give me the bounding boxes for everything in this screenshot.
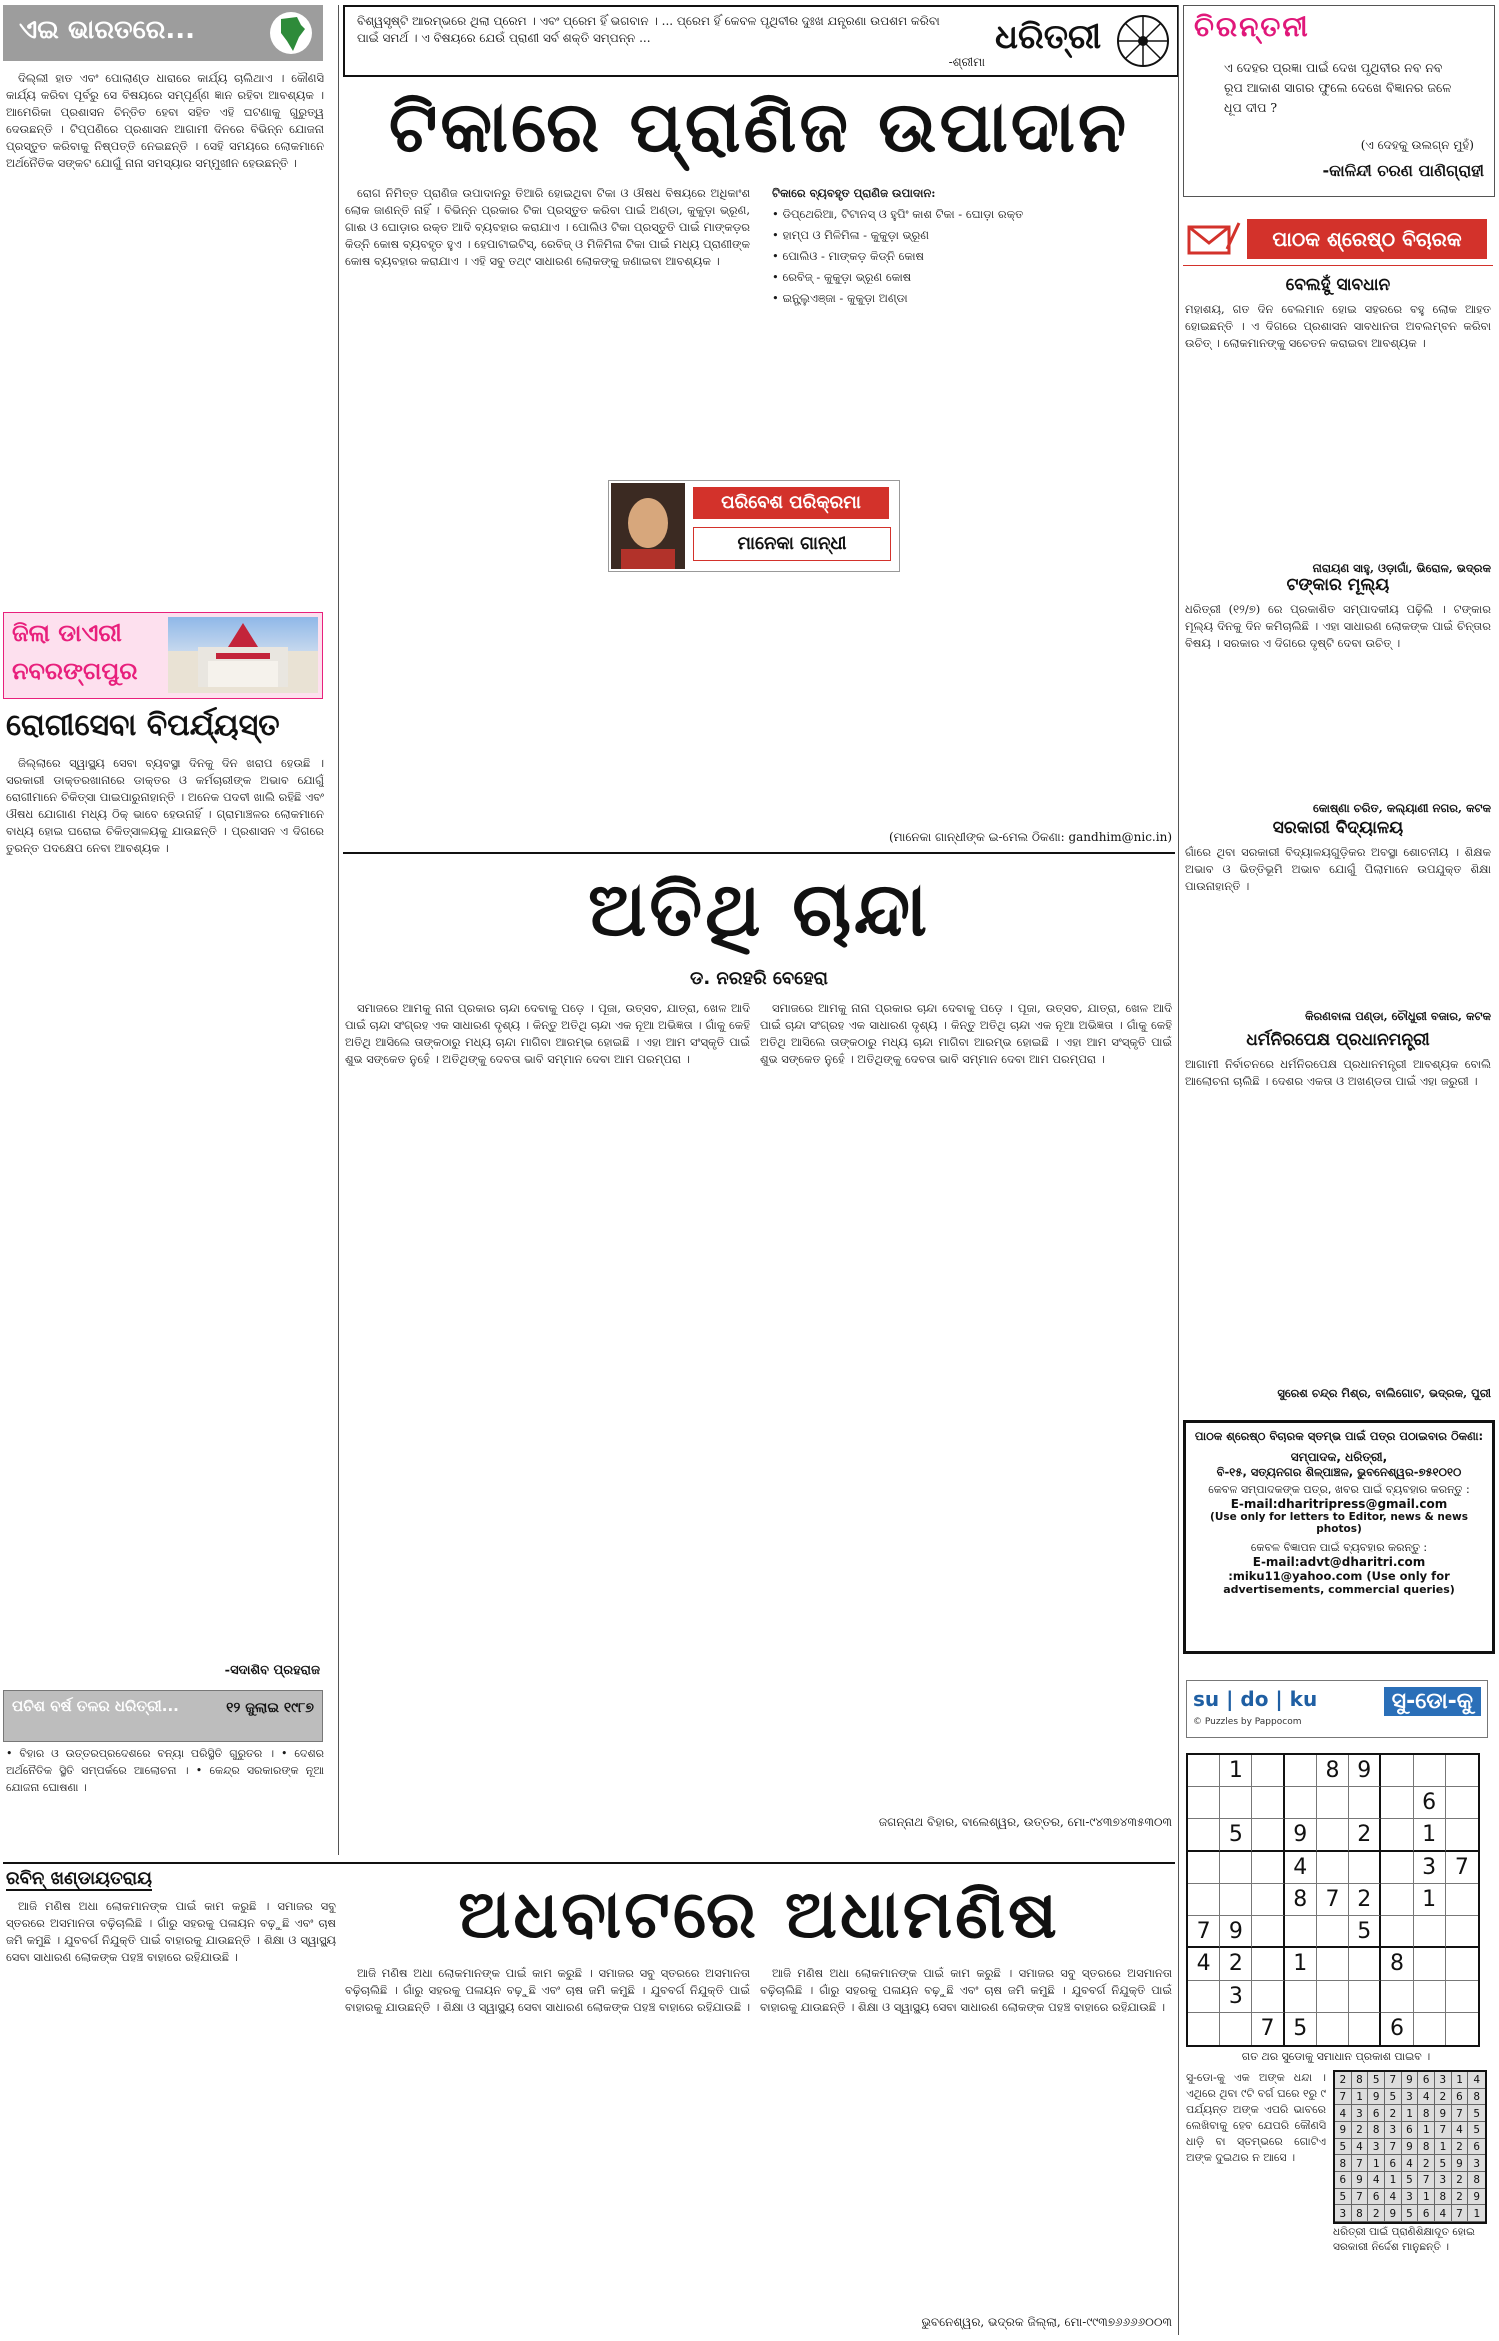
sudoku-solution-cell: 3	[1468, 2155, 1485, 2172]
sudoku-solution-cell: 3	[1335, 2205, 1352, 2222]
sudoku-solution-cell: 6	[1452, 2089, 1469, 2106]
sudoku-cell[interactable]	[1446, 1981, 1478, 2013]
sudoku-cell[interactable]: 7	[1252, 2013, 1284, 2045]
sudoku-solution-cell: 5	[1468, 2105, 1485, 2122]
columnist-photo	[611, 483, 685, 569]
sudoku-cell[interactable]	[1188, 1852, 1220, 1884]
sudoku-cell[interactable]: 7	[1188, 1916, 1220, 1948]
sudoku-cell[interactable]: 6	[1381, 2013, 1413, 2045]
sudoku-cell[interactable]	[1446, 1755, 1478, 1787]
sudoku-cell[interactable]: 8	[1285, 1884, 1317, 1916]
sudoku-cell[interactable]	[1414, 1755, 1446, 1787]
sudoku-solution-cell: 1	[1468, 2205, 1485, 2222]
contact-note-2: କେବଳ ବିଜ୍ଞାପନ ପାଇଁ ବ୍ୟବହାର କରନ୍ତୁ :	[1250, 1541, 1428, 1554]
sudoku-solution-cell: 3	[1368, 2139, 1385, 2156]
sudoku-answer-label: ଗତ ଥର ସୁଡୋକୁ ସମାଧାନ ପ୍ରକାଶ ପାଇବ ।	[1241, 2050, 1431, 2063]
sudoku-solution-cell: 8	[1418, 2105, 1435, 2122]
health-article-title: ରୋଗୀସେବା ବିପର୍ଯ୍ୟସ୍ତ	[6, 708, 280, 743]
sudoku-rules: ସୁ-ଡୋ-କୁ ଏକ ଅଙ୍କ ଧନ୍ଦା । ଏଥିରେ ଥିବା ୯ଟି ବର୍ଗ ଘରେ ୧ରୁ ୯ ପର୍ଯ୍ୟନ୍ତ ଅଙ୍କ ଏପରି ଭାବରେ ଲେଖିବାକୁ ହେବ ଯେପରି କୌଣସି ଧାଡ଼ି ବା ସ୍ତମ୍ଭରେ ଗୋଟିଏ ଅଙ୍କ ଦୁଇଥର ନ ଆସେ ।	[1186, 2071, 1326, 2164]
sudoku-cell[interactable]	[1446, 2013, 1478, 2045]
sudoku-cell[interactable]	[1220, 2013, 1252, 2045]
letter-2-body: ଧରିତ୍ରୀ (୧୨/୭) ରେ ପ୍ରକାଶିତ ସମ୍ପାଦକୀୟ ପଢ଼ିଲି । ଟଙ୍କାର ମୂଲ୍ୟ ଦିନକୁ ଦିନ କମିଚାଲିଛି । ଏହା ସାଧାରଣ ଲୋକଙ୍କ ପାଇଁ ଚିନ୍ତାର ବିଷୟ । ସରକାର ଏ ଦିଗରେ ଦୃଷ୍ଟି ଦେବା ଉଚିତ୍ ।	[1185, 602, 1491, 650]
sudoku-cell[interactable]: 7	[1317, 1884, 1349, 1916]
sudoku-cell[interactable]	[1446, 1884, 1478, 1916]
sudoku-cell[interactable]: 9	[1220, 1916, 1252, 1948]
sudoku-solution-cell: 5	[1468, 2122, 1485, 2139]
sudoku-solution-cell: 2	[1368, 2205, 1385, 2222]
contact-email-3[interactable]: :miku11@yahoo.com (Use only for	[1228, 1569, 1450, 1583]
sudoku-cell[interactable]: 9	[1349, 1755, 1381, 1787]
sudoku-solution-cell: 2	[1452, 2189, 1469, 2206]
sudoku-solution-cell: 9	[1435, 2105, 1452, 2122]
letter-1-author: ନାରାୟଣ ସାହୁ, ଓଡ଼ାଗାଁ, ଭିରୋଳ, ଭଦ୍ରକ	[1312, 561, 1491, 575]
sudoku-cell[interactable]: 6	[1414, 1787, 1446, 1819]
sudoku-solution-cell: 5	[1402, 2205, 1419, 2222]
sudoku-solution-cell: 2	[1352, 2122, 1369, 2139]
sudoku-cell[interactable]	[1252, 1981, 1284, 2013]
sudoku-cell[interactable]	[1252, 1852, 1284, 1884]
sudoku-cell[interactable]	[1317, 1981, 1349, 2013]
sudoku-cell[interactable]	[1414, 1948, 1446, 1980]
letter-4-author: ସୁରେଶ ଚନ୍ଦ୍ର ମିଶ୍ର, ବାଲିଗୋଟ, ଭଦ୍ରକ, ପୁରୀ	[1277, 1386, 1491, 1400]
sudoku-solution-cell: 2	[1452, 2172, 1469, 2189]
sudoku-cell[interactable]	[1188, 2013, 1220, 2045]
sudoku-cell[interactable]	[1381, 1981, 1413, 2013]
sudoku-cell[interactable]	[1220, 1852, 1252, 1884]
sudoku-cell[interactable]	[1188, 1981, 1220, 2013]
sudoku-solution-cell: 5	[1435, 2155, 1452, 2172]
sudoku-solution-cell: 3	[1435, 2172, 1452, 2189]
sudoku-solution-cell: 5	[1402, 2172, 1419, 2189]
health-article-text: ଜିଲ୍ଲାରେ ସ୍ୱାସ୍ଥ୍ୟ ସେବା ବ୍ୟବସ୍ଥା ଦିନକୁ ଦିନ ଖରାପ ହେଉଛି । ସରକାରୀ ଡାକ୍ତରଖାନାରେ ଡାକ୍ତର ଓ କର୍ମଚାରୀଙ୍କ ଅଭାବ ଯୋଗୁଁ ରୋଗୀମାନେ ଚିକିତ୍ସା ପାଇପାରୁନାହାନ୍ତି । ଅନେକ ପଦବୀ ଖାଲି ରହିଛି ଏବଂ ଔଷଧ ଯୋଗାଣ ମଧ୍ୟ ଠିକ୍ ଭାବେ ହେଉନାହିଁ । ଗ୍ରାମାଞ୍ଚଳର ଲୋକମାନେ ବାଧ୍ୟ ହୋଇ ଘରୋଇ ଚିକିତ୍ସାଳୟକୁ ଯାଉଛନ୍ତି । ପ୍ରଶାସନ ଏ ଦିଗରେ ତୁରନ୍ତ ପଦକ୍ଷେପ ନେବା ଆବଶ୍ୟକ ।	[6, 756, 324, 855]
sudoku-cell[interactable]	[1317, 1787, 1349, 1819]
chirantani-poem: ଏ ଦେହର ପ୍ରଜ୍ଞା ପାଇଁ ଦେଖ ପୃଥିବୀର ନବ ନବ ରୂପ ଆକାଶ ସାଗର ଫୁଲେ ଦେଖେ ବିଜ୍ଞାନର ଜଳେ ଧୂପ ଦୀପ ?	[1224, 60, 1452, 115]
sudoku-solution-cell: 1	[1418, 2122, 1435, 2139]
letter-2-author: କୋଷ୍ଣା ଚରିତ, କଲ୍ୟାଣୀ ନଗର, କଟକ	[1312, 801, 1491, 815]
contact-editor: ସମ୍ପାଦକ, ଧରିତ୍ରୀ,	[1290, 1450, 1388, 1464]
sudoku-solution-cell: 5	[1335, 2189, 1352, 2206]
sudoku-cell[interactable]: 4	[1285, 1852, 1317, 1884]
sudoku-solution-cell: 2	[1335, 2072, 1352, 2089]
bottom-article-col-2	[345, 1965, 750, 2330]
quote-box	[343, 5, 1179, 77]
sudoku-solution-cell: 6	[1468, 2139, 1485, 2156]
sudoku-solution-cell: 4	[1418, 2089, 1435, 2106]
sudoku-solution-cell: 2	[1452, 2139, 1469, 2156]
sudoku-cell[interactable]	[1414, 1981, 1446, 2013]
guest-article-left-col	[345, 1000, 750, 1830]
sudoku-solution-cell: 9	[1335, 2122, 1352, 2139]
sudoku-solution-cell: 1	[1352, 2089, 1369, 2106]
sudoku-cell[interactable]: 1	[1220, 1755, 1252, 1787]
sudoku-solution-cell: 4	[1335, 2105, 1352, 2122]
sudoku-cell[interactable]	[1188, 1755, 1220, 1787]
sudoku-cell[interactable]: 2	[1349, 1819, 1381, 1851]
sudoku-solution-cell: 7	[1352, 2189, 1369, 2206]
contact-note-1-en: (Use only for letters to Editor, news & news photos)	[1210, 1511, 1468, 1535]
sudoku-solution-cell: 3	[1435, 2072, 1452, 2089]
sudoku-solution-cell: 7	[1385, 2072, 1402, 2089]
letter-2	[1185, 575, 1491, 816]
sudoku-cell[interactable]	[1188, 1819, 1220, 1851]
sudoku-solution-cell: 8	[1418, 2139, 1435, 2156]
sudoku-cell[interactable]: 3	[1414, 1852, 1446, 1884]
sudoku-cell[interactable]	[1285, 1787, 1317, 1819]
envelope-icon	[1187, 221, 1241, 257]
sudoku-solution-cell: 1	[1452, 2072, 1469, 2089]
sudoku-solution-cell: 6	[1418, 2072, 1435, 2089]
contact-note-2-en: advertisements, commercial queries)	[1223, 1583, 1455, 1596]
letter-1-title: ବେଲହୁଁ ସାବଧାନ	[1285, 275, 1391, 295]
letter-4	[1185, 1030, 1491, 1401]
health-article-body	[6, 755, 324, 1660]
sudoku-cell[interactable]: 3	[1220, 1981, 1252, 2013]
sudoku-cell[interactable]: 5	[1285, 2013, 1317, 2045]
sudoku-solution-cell: 2	[1418, 2155, 1435, 2172]
guest-article-right-col	[760, 1000, 1172, 1810]
sudoku-solution-grid	[1333, 2070, 1487, 2224]
sudoku-cell[interactable]	[1252, 1916, 1284, 1948]
sudoku-title-or: ସୁ-ଡୋ-କୁ	[1384, 1687, 1481, 1716]
sudoku-cell[interactable]	[1381, 1787, 1413, 1819]
sudoku-solution-cell: 4	[1435, 2205, 1452, 2222]
bottom-article-text-3: ଆଜି ମଣିଷ ଅଧା ଲୋକମାନଙ୍କ ପାଇଁ କାମ କରୁଛି । ସମାଜର ସବୁ ସ୍ତରରେ ଅସମାନତା ବଢ଼ିଚାଲିଛି । ଗାଁରୁ ସହରକୁ ପଳାୟନ ବଢ଼ୁଛି ଏବଂ ଚାଷ ଜମି କମୁଛି । ଯୁବବର୍ଗ ନିଯୁକ୍ତି ପାଇଁ ବାହାରକୁ ଯାଉଛନ୍ତି । ଶିକ୍ଷା ଓ ସ୍ୱାସ୍ଥ୍ୟ ସେବା ସାଧାରଣ ଲୋକଙ୍କ ପହଞ୍ଚ ବାହାରେ ରହିଯାଉଛି ।	[760, 1966, 1172, 2014]
sudoku-solution-cell: 3	[1385, 2122, 1402, 2139]
sudoku-cell[interactable]: 5	[1220, 1819, 1252, 1851]
main-article-list-item: • ରେବିଜ୍ - କୁକୁଡ଼ା ଭ୍ରୂଣ କୋଷ	[772, 270, 912, 284]
sudoku-title-en: su | do | ku	[1193, 1687, 1318, 1711]
sudoku-solution-cell: 8	[1352, 2205, 1369, 2222]
main-article-list-item: • ଇନ୍ଫ୍ଲୁଏଞ୍ଜା - କୁକୁଡ଼ା ଅଣ୍ଡା	[772, 291, 908, 305]
sudoku-solution-cell: 5	[1385, 2089, 1402, 2106]
sudoku-solution-cell: 2	[1385, 2105, 1402, 2122]
sudoku-cell[interactable]	[1446, 1948, 1478, 1980]
main-article-list-item: • ଡିପ୍ଥେରିଆ, ଟିଟାନସ୍ ଓ ହୁପିଂ କାଶ ଟିକା - ଘୋଡ଼ା ରକ୍ତ	[772, 207, 1024, 221]
sudoku-solution-cell: 8	[1352, 2072, 1369, 2089]
sudoku-solution-cell: 4	[1402, 2155, 1419, 2172]
bottom-article-col-1	[6, 1898, 336, 2328]
sudoku-cell[interactable]: 1	[1414, 1884, 1446, 1916]
main-article-right-col	[760, 185, 1172, 825]
main-headline: ଟିକାରେ ପ୍ରାଣିଜ ଉପାଦାନ	[388, 86, 1130, 168]
sudoku-cell[interactable]	[1446, 1916, 1478, 1948]
main-article-list-item: • ହାମ୍ପ ଓ ମିଳିମିଳା - କୁକୁଡ଼ା ଭ୍ରୂଣ	[772, 228, 929, 242]
sudoku-solution-cell: 9	[1385, 2205, 1402, 2222]
sudoku-solution-cell: 9	[1368, 2089, 1385, 2106]
district-diary-label: ଜିଲା ଡାଏରୀ	[12, 619, 122, 647]
bottom-article-section: ରବିନ୍ ଖଣ୍ଡାୟତରାୟ	[6, 1868, 152, 1889]
sudoku-solution-cell: 4	[1352, 2139, 1369, 2156]
column-author-name: ମାନେକା ଗାନ୍ଧୀ	[693, 527, 891, 561]
sudoku-cell[interactable]	[1285, 1755, 1317, 1787]
left-article-text: ଦିଲ୍ଲୀ ହାତ ଏବଂ ପୋଲାଣ୍ଡ ଧାରାରେ କାର୍ଯ୍ୟ ଚାଲିଥାଏ । କୌଣସି କାର୍ଯ୍ୟ କରିବା ପୂର୍ବରୁ ସେ ବିଷୟରେ ସମ୍ପୂର୍ଣ୍ଣ ଜ୍ଞାନ ରହିବା ଆବଶ୍ୟକ । ଆମେରିକା ପ୍ରଶାସନ ଚିନ୍ତିତ ହେବା ସହିତ ଏହି ଘଟଣାକୁ ଗୁରୁତ୍ୱ ଦେଉଛନ୍ତି । ଟିପ୍ପଣିରେ ପ୍ରଶାସନ ଆଗାମୀ ଦିନରେ ବିଭିନ୍ନ ଯୋଜନା ପ୍ରସ୍ତୁତ କରିବାକୁ ନିଷ୍ପତ୍ତି ନେଇଛନ୍ତି । ସେହି ସମୟରେ ଲୋକମାନେ ଅର୍ଥନୈତିକ ସଙ୍କଟ ଯୋଗୁଁ ନାନା ସମସ୍ୟାର ସମ୍ମୁଖୀନ ହେଉଛନ୍ତି ।	[6, 71, 324, 170]
health-article-author: -ସଦାଶିବ ପ୍ରହରାଜ	[224, 1663, 320, 1678]
chirantani-source: (ଏ ଦେହକୁ ଉଲଗ୍ନ ମୁହଁ)	[1360, 138, 1474, 152]
sudoku-cell[interactable]	[1349, 1787, 1381, 1819]
sudoku-cell[interactable]	[1414, 1916, 1446, 1948]
sudoku-solution-cell: 6	[1368, 2105, 1385, 2122]
sudoku-solution-cell: 1	[1368, 2155, 1385, 2172]
sudoku-solution-cell: 7	[1452, 2205, 1469, 2222]
main-article-list-intro: ଟିକାରେ ବ୍ୟବହୃତ ପ୍ରାଣିଜ ଉପାଦାନ:	[772, 186, 936, 200]
sudoku-solution-cell: 6	[1368, 2189, 1385, 2206]
letter-4-title: ଧର୍ମନିରପେକ୍ଷ ପ୍ରଧାନମନ୍ତ୍ରୀ	[1246, 1030, 1430, 1050]
letter-1	[1185, 275, 1491, 576]
sudoku-cell[interactable]	[1252, 1948, 1284, 1980]
district-diary-box	[3, 612, 323, 699]
sudoku-solution-cell: 1	[1402, 2105, 1419, 2122]
bottom-article-address: ଭୁବନେଶ୍ୱର, ଭଦ୍ରକ ଜିଲ୍ଲା, ମୋ-୯୯୩୭୬୬୬୬୦୦୩	[921, 2315, 1172, 2329]
letter-1-body: ମହାଶୟ, ଗତ ଦିନ ବେଲମାନ ହୋଇ ସହରରେ ବହୁ ଲୋକ ଆହତ ହୋଇଛନ୍ତି । ଏ ଦିଗରେ ପ୍ରଶାସନ ସାବଧାନତା ଅବଲମ୍ବନ କରିବା ଉଚିତ୍ । ଲୋକମାନଙ୍କୁ ସଚେତନ କରାଇବା ଆବଶ୍ୟକ ।	[1185, 302, 1491, 350]
sudoku-cell[interactable]	[1252, 1884, 1284, 1916]
sudoku-solution-cell: 5	[1335, 2139, 1352, 2156]
sudoku-solution-cell: 9	[1452, 2155, 1469, 2172]
sudoku-grid[interactable]	[1186, 1753, 1480, 2047]
sudoku-credit: © Puzzles by Pappocom	[1193, 1717, 1302, 1727]
sudoku-cell[interactable]	[1220, 1787, 1252, 1819]
masthead-logo: ଧରିତ୍ରୀ	[995, 17, 1102, 57]
guest-author: ଡ. ନରହରି ବେହେରା	[689, 968, 828, 989]
temple-photo	[168, 617, 318, 693]
letter-4-body: ଆଗାମୀ ନିର୍ବାଚନରେ ଧର୍ମନିରପେକ୍ଷ ପ୍ରଧାନମନ୍ତ୍ରୀ ଆବଶ୍ୟକ ବୋଲି ଆଲୋଚନା ଚାଲିଛି । ଦେଶର ଏକତା ଓ ଅଖଣ୍ଡତା ପାଇଁ ଏହା ଜରୁରୀ ।	[1185, 1057, 1491, 1088]
sudoku-solution-cell: 7	[1435, 2122, 1452, 2139]
sudoku-solution-cell: 1	[1435, 2139, 1452, 2156]
sudoku-solution-cell: 8	[1368, 2122, 1385, 2139]
contact-box	[1183, 1420, 1495, 1654]
sudoku-solution-cell: 6	[1402, 2122, 1419, 2139]
sudoku-cell[interactable]	[1381, 1884, 1413, 1916]
left-header-title: ଏଇ ଭାରତରେ...	[19, 15, 195, 45]
anniversary-items	[6, 1745, 324, 1835]
letter-3-author: କିରଣବାଳା ପଣ୍ଡା, ଚୌଧୁରୀ ବଜାର, କଟକ	[1305, 1009, 1491, 1023]
sudoku-cell[interactable]	[1188, 1884, 1220, 1916]
sudoku-cell[interactable]	[1446, 1819, 1478, 1851]
quote-author: -ଶ୍ରୀମା	[948, 55, 985, 69]
left-header-banner	[3, 5, 323, 61]
sudoku-solution-cell: 7	[1452, 2105, 1469, 2122]
sudoku-cell[interactable]	[1381, 1819, 1413, 1851]
bottom-article-text: ଆଜି ମଣିଷ ଅଧା ଲୋକମାନଙ୍କ ପାଇଁ କାମ କରୁଛି । ସମାଜର ସବୁ ସ୍ତରରେ ଅସମାନତା ବଢ଼ିଚାଲିଛି । ଗାଁରୁ ସହରକୁ ପଳାୟନ ବଢ଼ୁଛି ଏବଂ ଚାଷ ଜମି କମୁଛି । ଯୁବବର୍ଗ ନିଯୁକ୍ତି ପାଇଁ ବାହାରକୁ ଯାଉଛନ୍ତି । ଶିକ୍ଷା ଓ ସ୍ୱାସ୍ଥ୍ୟ ସେବା ସାଧାରଣ ଲୋକଙ୍କ ପହଞ୍ଚ ବାହାରେ ରହିଯାଉଛି ।	[6, 1899, 336, 1964]
guest-headline: ଅତିଥି ଚାନ୍ଦା	[588, 867, 930, 953]
sudoku-solution-cell: 8	[1468, 2089, 1485, 2106]
sudoku-cell[interactable]: 8	[1317, 1755, 1349, 1787]
sudoku-cell[interactable]	[1252, 1819, 1284, 1851]
main-article-list-item: • ପୋଲିଓ - ମାଙ୍କଡ଼ କିଡ୍ନି କୋଷ	[772, 249, 924, 263]
contact-title: ପାଠକ ଶ୍ରେଷ୍ଠ ବିଚାରକ ସ୍ତମ୍ଭ ପାଇଁ ପତ୍ର ପଠାଇବାର ଠିକଣା:	[1194, 1429, 1484, 1443]
sudoku-cell[interactable]	[1446, 1787, 1478, 1819]
sudoku-cell[interactable]	[1285, 1981, 1317, 2013]
sudoku-cell[interactable]	[1317, 2013, 1349, 2045]
bottom-article-text-2: ଆଜି ମଣିଷ ଅଧା ଲୋକମାନଙ୍କ ପାଇଁ କାମ କରୁଛି । ସମାଜର ସବୁ ସ୍ତରରେ ଅସମାନତା ବଢ଼ିଚାଲିଛି । ଗାଁରୁ ସହରକୁ ପଳାୟନ ବଢ଼ୁଛି ଏବଂ ଚାଷ ଜମି କମୁଛି । ଯୁବବର୍ଗ ନିଯୁକ୍ତି ପାଇଁ ବାହାରକୁ ଯାଉଛନ୍ତି । ଶିକ୍ଷା ଓ ସ୍ୱାସ୍ଥ୍ୟ ସେବା ସାଧାରଣ ଲୋକଙ୍କ ପହଞ୍ଚ ବାହାରେ ରହିଯାଉଛି ।	[345, 1966, 750, 2014]
sudoku-cell[interactable]	[1252, 1755, 1284, 1787]
sudoku-cell[interactable]	[1285, 1916, 1317, 1948]
bottom-article-col-3	[760, 1965, 1172, 2310]
sudoku-cell[interactable]	[1349, 1948, 1381, 1980]
guest-article-text: ସମାଜରେ ଆମକୁ ନାନା ପ୍ରକାର ଚାନ୍ଦା ଦେବାକୁ ପଡ଼େ । ପୂଜା, ଉତ୍ସବ, ଯାତ୍ରା, ଖେଳ ଆଦି ପାଇଁ ଚାନ୍ଦା ସଂଗ୍ରହ ଏକ ସାଧାରଣ ଦୃଶ୍ୟ । କିନ୍ତୁ ଅତିଥି ଚାନ୍ଦା ଏକ ନୂଆ ଅଭିଜ୍ଞତା । ଗାଁକୁ କେହି ଅତିଥି ଆସିଲେ ତାଙ୍କଠାରୁ ମଧ୍ୟ ଚାନ୍ଦା ମାଗିବା ଆରମ୍ଭ ହୋଇଛି । ଏହା ଆମ ସଂସ୍କୃତି ପାଇଁ ଶୁଭ ସଙ୍କେତ ନୁହେଁ । ଅତିଥିଙ୍କୁ ଦେବତା ଭାବି ସମ୍ମାନ ଦେବା ଆମ ପରମ୍ପରା ।	[345, 1001, 750, 1066]
sudoku-solution-cell: 9	[1352, 2172, 1369, 2189]
sudoku-solution-cell: 7	[1385, 2139, 1402, 2156]
main-article-text: ରୋଗ ନିମିତ୍ତ ପ୍ରାଣିଜ ଉପାଦାନରୁ ତିଆରି ହୋଇଥିବା ଟିକା ଓ ଔଷଧ ବିଷୟରେ ଅଧିକାଂଶ ଲୋକ ଜାଣନ୍ତି ନାହିଁ । ବିଭିନ୍ନ ପ୍ରକାର ଟିକା ପ୍ରସ୍ତୁତ କରିବା ପାଇଁ ଅଣ୍ଡା, କୁକୁଡ଼ା ଭ୍ରୂଣ, ଗାଈ ଓ ଘୋଡ଼ାର ରକ୍ତ ଆଦି ବ୍ୟବହାର କରାଯାଏ । ପୋଲିଓ ଟିକା ପ୍ରସ୍ତୁତି ପାଇଁ ମାଙ୍କଡ଼ର କିଡ୍ନି କୋଷ ବ୍ୟବହୃତ ହୁଏ । ହେପାଟାଇଟିସ୍, ରେବିଜ୍ ଓ ମିଳିମିଳା ଟିକା ପାଇଁ ମଧ୍ୟ ପ୍ରାଣୀଙ୍କ କୋଷ ବ୍ୟବହାର କରାଯାଏ । ଏହି ସବୁ ତଥ୍୯ ସାଧାରଣ ଲୋକଙ୍କୁ ଜଣାଇବା ଆବଶ୍ୟକ ।	[345, 186, 750, 268]
sudoku-solution-cell: 8	[1335, 2155, 1352, 2172]
sudoku-solution-cell: 3	[1402, 2189, 1419, 2206]
sudoku-cell[interactable]	[1381, 1852, 1413, 1884]
contact-email-1[interactable]: E-mail:dharitripress@gmail.com	[1230, 1497, 1448, 1511]
sudoku-cell[interactable]	[1349, 1981, 1381, 2013]
sudoku-cell[interactable]	[1317, 1819, 1349, 1851]
chirantani-box	[1183, 5, 1495, 197]
sudoku-solution-cell: 6	[1335, 2172, 1352, 2189]
sudoku-footer: ଧରିତ୍ରୀ ପାଇଁ ପ୍ରାଣିଶିକ୍ଷାଦୂତ ହୋଇ ସରକାରୀ ନିର୍ଦ୍ଦେଶ ମାନୁଛନ୍ତି ।	[1333, 2226, 1475, 2253]
guest-article-text-cont: ସମାଜରେ ଆମକୁ ନାନା ପ୍ରକାର ଚାନ୍ଦା ଦେବାକୁ ପଡ଼େ । ପୂଜା, ଉତ୍ସବ, ଯାତ୍ରା, ଖେଳ ଆଦି ପାଇଁ ଚାନ୍ଦା ସଂଗ୍ରହ ଏକ ସାଧାରଣ ଦୃଶ୍ୟ । କିନ୍ତୁ ଅତିଥି ଚାନ୍ଦା ଏକ ନୂଆ ଅଭିଜ୍ଞତା । ଗାଁକୁ କେହି ଅତିଥି ଆସିଲେ ତାଙ୍କଠାରୁ ମଧ୍ୟ ଚାନ୍ଦା ମାଗିବା ଆରମ୍ଭ ହୋଇଛି । ଏହା ଆମ ସଂସ୍କୃତି ପାଇଁ ଶୁଭ ସଙ୍କେତ ନୁହେଁ । ଅତିଥିଙ୍କୁ ଦେବତା ଭାବି ସମ୍ମାନ ଦେବା ଆମ ପରମ୍ପରା ।	[760, 1001, 1172, 1066]
contact-address: ବି-୧୫, ସତ୍ୟନଗର ଶିଳ୍ପାଞ୍ଚଳ, ଭୁବନେଶ୍ୱର-୭୫୧୦୧୦	[1216, 1465, 1462, 1479]
sudoku-solution-cell: 6	[1385, 2155, 1402, 2172]
sudoku-solution-cell: 4	[1452, 2122, 1469, 2139]
sudoku-solution-cell: 6	[1418, 2205, 1435, 2222]
bottom-headline: ଅଧବାଟରେ ଅଧାମଣିଷ	[458, 1876, 1060, 1953]
sudoku-cell[interactable]: 2	[1220, 1948, 1252, 1980]
sudoku-solution-cell: 7	[1352, 2155, 1369, 2172]
sudoku-cell[interactable]: 1	[1414, 1819, 1446, 1851]
column-label-badge: ପରିବେଶ ପରିକ୍ରମା	[693, 487, 889, 519]
anniversary-items-text: • ବିହାର ଓ ଉତ୍ତରପ୍ରଦେଶରେ ବନ୍ୟା ପରିସ୍ଥିତି ଗୁରୁତର । • ଦେଶର ଅର୍ଥନୈତିକ ସ୍ଥିତି ସମ୍ପର୍କରେ ଆଲୋଚନା । • କେନ୍ଦ୍ର ସରକାରଙ୍କ ନୂଆ ଯୋଜନା ଘୋଷଣା ।	[6, 1747, 324, 1794]
contact-note-1: କେବଳ ସମ୍ପାଦକଙ୍କ ପତ୍ର, ଖବର ପାଇଁ ବ୍ୟବହାର କରନ୍ତୁ :	[1208, 1483, 1470, 1496]
sudoku-cell[interactable]	[1220, 1884, 1252, 1916]
sudoku-cell[interactable]	[1317, 1948, 1349, 1980]
letter-3	[1185, 818, 1491, 1024]
sudoku-cell[interactable]: 4	[1188, 1948, 1220, 1980]
anniversary-banner	[3, 1690, 323, 1742]
letter-2-title: ଟଙ୍କାର ମୂଲ୍ୟ	[1286, 575, 1390, 595]
guest-article-address: ଜଗନ୍ନାଥ ବିହାର, ବାଲେଶ୍ୱର, ଉତ୍ତର, ମୋ-୯୪୩୭୪୩୫୩୦୩	[878, 1815, 1172, 1829]
letter-3-body: ଗାଁରେ ଥିବା ସରକାରୀ ବିଦ୍ୟାଳୟଗୁଡ଼ିକର ଅବସ୍ଥା ଶୋଚନୀୟ । ଶିକ୍ଷକ ଅଭାବ ଓ ଭିତ୍ତିଭୂମି ଅଭାବ ଯୋଗୁଁ ପିଲାମାନେ ଉପଯୁକ୍ତ ଶିକ୍ଷା ପାଉନାହାନ୍ତି ।	[1185, 845, 1491, 893]
sudoku-cell[interactable]	[1317, 1916, 1349, 1948]
sudoku-solution-cell: 4	[1368, 2172, 1385, 2189]
contact-email-2[interactable]: E-mail:advt@dharitri.com	[1252, 1555, 1426, 1569]
sudoku-cell[interactable]	[1414, 2013, 1446, 2045]
quote-text: ବିଶ୍ୱସୃଷ୍ଟି ଆରମ୍ଭରେ ଥିଲା ପ୍ରେମ । ଏବଂ ପ୍ରେମ ହିଁ ଭଗବାନ । ... ପ୍ରେମ ହିଁ କେବଳ ପୃଥିବୀର ଦୁଃଖ ଯନ୍ତ୍ରଣା ଉପଶମ କରିବା ପାଇଁ ସମର୍ଥ । ଏ ବିଷୟରେ ଯେଉଁ ପ୍ରାଣୀ ସର୍ବ ଶକ୍ତି ସମ୍ପନ୍ନ ...	[357, 14, 940, 45]
sudoku-cell[interactable]	[1349, 2013, 1381, 2045]
main-article-email-note: (ମାନେକା ଗାନ୍ଧୀଙ୍କ ଇ-ମେଲ ଠିକଣା: gandhim@nic.in)	[888, 830, 1172, 844]
anniversary-label: ପଚିଶ ବର୍ଷ ତଳର ଧରିତ୍ରୀ...	[12, 1697, 179, 1715]
sudoku-solution-cell: 8	[1468, 2172, 1485, 2189]
letters-header	[1183, 215, 1493, 266]
letter-3-title: ସରକାରୀ ବିଦ୍ୟାଳୟ	[1272, 818, 1404, 838]
sudoku-solution-cell: 4	[1468, 2072, 1485, 2089]
sudoku-cell[interactable]: 1	[1285, 1948, 1317, 1980]
chirantani-title: ଚିରନ୍ତନୀ	[1194, 10, 1310, 43]
sudoku-cell[interactable]	[1252, 1787, 1284, 1819]
sudoku-solution-cell: 4	[1385, 2189, 1402, 2206]
sudoku-cell[interactable]	[1317, 1852, 1349, 1884]
left-article-body	[6, 70, 324, 610]
sudoku-cell[interactable]: 8	[1381, 1948, 1413, 1980]
chirantani-author: -କାଳିନ୍ଦୀ ଚରଣ ପାଣିଗ୍ରାହୀ	[1322, 161, 1484, 180]
masthead-wheel-icon	[1115, 13, 1171, 69]
sudoku-header	[1186, 1680, 1488, 1738]
sudoku-solution-cell: 3	[1402, 2089, 1419, 2106]
sudoku-cell[interactable]	[1349, 1852, 1381, 1884]
sudoku-solution-cell: 1	[1385, 2172, 1402, 2189]
sudoku-cell[interactable]	[1381, 1755, 1413, 1787]
sudoku-solution-cell: 2	[1435, 2089, 1452, 2106]
sudoku-cell[interactable]: 7	[1446, 1852, 1478, 1884]
india-map-icon	[269, 9, 313, 57]
letters-header-title: ପାଠକ ଶ୍ରେଷ୍ଠ ବିଚାରକ	[1247, 219, 1487, 259]
sudoku-cell[interactable]: 9	[1285, 1819, 1317, 1851]
sudoku-cell[interactable]	[1188, 1787, 1220, 1819]
sudoku-solution-cell: 9	[1468, 2189, 1485, 2206]
sudoku-solution-cell: 7	[1335, 2089, 1352, 2106]
sudoku-cell[interactable]: 2	[1349, 1884, 1381, 1916]
sudoku-solution-cell: 3	[1352, 2105, 1369, 2122]
sudoku-solution-cell: 9	[1402, 2139, 1419, 2156]
sudoku-solution-cell: 9	[1402, 2072, 1419, 2089]
sudoku-solution-cell: 1	[1418, 2189, 1435, 2206]
sudoku-cell[interactable]: 5	[1349, 1916, 1381, 1948]
district-name: ନବରଙ୍ଗପୁର	[12, 657, 138, 685]
sudoku-solution-cell: 8	[1435, 2189, 1452, 2206]
sudoku-solution-cell: 5	[1368, 2072, 1385, 2089]
sudoku-solution-cell: 7	[1418, 2172, 1435, 2189]
anniversary-date: ୧୨ ଜୁଲାଇ ୧୯୮୭	[226, 1700, 314, 1716]
sudoku-cell[interactable]	[1381, 1916, 1413, 1948]
